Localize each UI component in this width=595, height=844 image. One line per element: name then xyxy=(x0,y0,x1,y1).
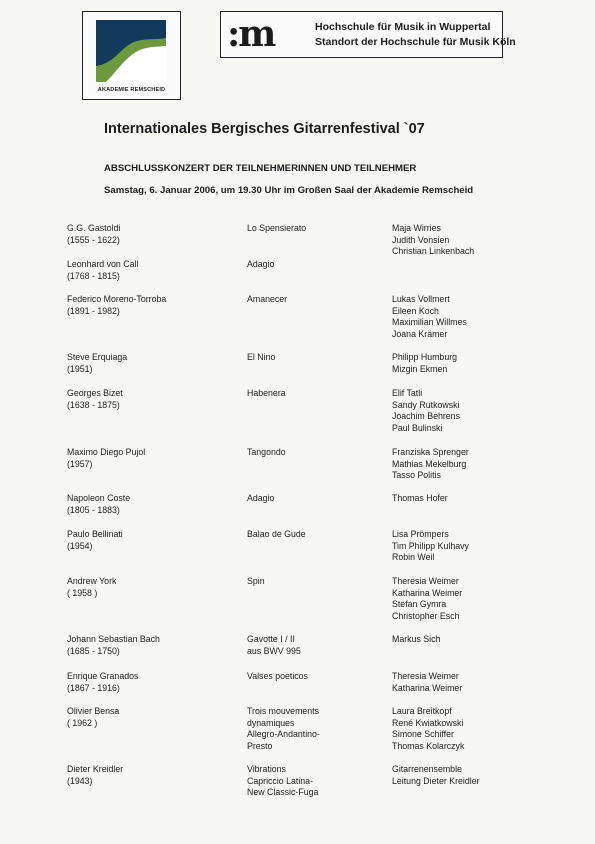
composer-name: Napoleon Coste xyxy=(67,493,131,503)
performer-name: Joachim Behrens xyxy=(392,411,460,422)
piece-cell xyxy=(247,529,306,541)
performers-cell xyxy=(392,576,462,623)
composer-name: Enrique Granados xyxy=(67,671,139,681)
composer-cell xyxy=(67,259,138,282)
performer-name: Christian Linkenbach xyxy=(392,246,475,257)
performer-name: Laura Breitkopf xyxy=(392,706,452,716)
piece-title-line: Capriccio Latina- xyxy=(247,775,314,786)
performers-cell xyxy=(392,447,469,482)
piece-title-line: El Nino xyxy=(247,352,276,362)
performer-name: Simone Schiffer xyxy=(392,729,454,740)
performer-name: Maximilian Willmes xyxy=(392,317,467,328)
composer-dates: (1957) xyxy=(67,458,93,469)
composer-dates: ( 1958 ) xyxy=(67,587,98,598)
performers-cell xyxy=(392,223,474,258)
performers-cell xyxy=(392,529,469,564)
performer-name: Thomas Hofer xyxy=(392,493,448,503)
performer-name: Christopher Esch xyxy=(392,611,460,622)
performer-name: Katharina Weimer xyxy=(392,587,463,598)
performer-name: Sandy Rutkowski xyxy=(392,399,460,410)
concert-subtitle: ABSCHLUSSKONZERT DER TEILNEHMERINNEN UND TEILNEHMER xyxy=(104,163,417,174)
piece-title-line: Lo Spensierato xyxy=(247,223,307,233)
performer-name: Markus Sich xyxy=(392,634,441,644)
composer-dates: (1867 - 1916) xyxy=(67,682,120,693)
piece-title-line: Adagio xyxy=(247,493,275,503)
composer-name: Andrew York xyxy=(67,576,117,586)
piece-cell xyxy=(247,706,320,753)
akademie-logo-text: AKADEMIE REMSCHEID xyxy=(97,87,166,93)
performer-name: Eileen Koch xyxy=(392,305,439,316)
performer-name: Lukas Vollmert xyxy=(392,294,450,304)
piece-cell xyxy=(247,493,274,505)
piece-title-line: Valses poeticos xyxy=(247,671,308,681)
performers-cell xyxy=(392,634,440,646)
performer-name: Elif Tatli xyxy=(392,388,423,398)
composer-dates: (1954) xyxy=(67,540,93,551)
hochschule-logo-line1: Hochschule für Musik in Wuppertal xyxy=(315,21,491,33)
composer-cell xyxy=(67,493,130,516)
performer-name: Thomas Kolarczyk xyxy=(392,741,465,752)
composer-dates: (1638 - 1875) xyxy=(67,399,120,410)
composer-name: Dieter Kreidler xyxy=(67,764,124,774)
piece-cell xyxy=(247,447,286,459)
piece-title-line: Presto xyxy=(247,741,273,752)
composer-cell xyxy=(67,447,145,470)
composer-dates: (1555 - 1622) xyxy=(67,234,120,245)
performer-name: Katharina Weimer xyxy=(392,682,463,693)
composer-dates: (1685 - 1750) xyxy=(67,645,120,656)
piece-title-line: Amanecer xyxy=(247,294,288,304)
piece-title-line: Vibrations xyxy=(247,764,286,774)
piece-cell xyxy=(247,388,286,400)
performer-name: Maja Wirries xyxy=(392,223,441,233)
performer-name: Judith Vonsien xyxy=(392,234,450,245)
piece-title-line: Spin xyxy=(247,576,265,586)
composer-dates: (1768 - 1815) xyxy=(67,270,120,281)
performers-cell xyxy=(392,671,462,694)
composer-cell xyxy=(67,529,123,552)
performer-name: Theresia Weimer xyxy=(392,576,459,586)
composer-cell xyxy=(67,388,123,411)
piece-title-line: Habenera xyxy=(247,388,286,398)
concert-dateline: Samstag, 6. Januar 2006, um 19.30 Uhr im Großen Saal der Akademie Remscheid xyxy=(104,185,474,196)
piece-title-line: Tangondo xyxy=(247,447,286,457)
piece-cell xyxy=(247,223,306,235)
composer-name: Steve Erquiaga xyxy=(67,352,128,362)
piece-title-line: dynamiques xyxy=(247,717,295,728)
composer-cell xyxy=(67,576,116,599)
composer-cell xyxy=(67,764,123,787)
performer-name: Stefan Gymra xyxy=(392,599,447,610)
performers-cell xyxy=(392,294,467,341)
performer-name: Gitarrenensemble xyxy=(392,764,462,774)
piece-title-line: Gavotte I / II xyxy=(247,634,295,644)
performer-name: Robin Weil xyxy=(392,552,435,563)
composer-name: G.G. Gastoldi xyxy=(67,223,121,233)
performer-name: Theresia Weimer xyxy=(392,671,459,681)
piece-cell xyxy=(247,259,274,271)
page-title: Internationales Bergisches Gitarrenfestival `07 xyxy=(104,121,425,137)
piece-title-line: Allegro-Andantino- xyxy=(247,729,320,740)
performer-name: Tasso Politis xyxy=(392,470,441,481)
composer-name: Federico Moreno-Torroba xyxy=(67,294,167,304)
hochschule-logo-line2: Standort der Hochschule für Musik Köln xyxy=(315,36,516,48)
composer-cell xyxy=(67,294,166,317)
composer-name: Georges Bizet xyxy=(67,388,123,398)
performer-name: Paul Bulinski xyxy=(392,423,443,434)
composer-cell xyxy=(67,223,120,246)
composer-name: Maximo Diego Pujol xyxy=(67,447,146,457)
performers-cell xyxy=(392,706,464,753)
composer-cell xyxy=(67,352,127,375)
performers-cell xyxy=(392,352,457,375)
performer-name: Leitung Dieter Kreidler xyxy=(392,775,480,786)
composer-dates: ( 1962 ) xyxy=(67,717,98,728)
composer-dates: (1943) xyxy=(67,775,93,786)
performers-cell xyxy=(392,388,460,435)
performer-name: René Kwiatkowski xyxy=(392,717,464,728)
piece-title-line: New Classic-Fuga xyxy=(247,787,319,798)
performers-cell xyxy=(392,764,480,787)
composer-dates: (1951) xyxy=(67,363,93,374)
piece-title-line: Trois mouvements xyxy=(247,706,320,716)
piece-cell xyxy=(247,294,287,306)
piece-title-line: aus BWV 995 xyxy=(247,645,301,656)
performer-name: Mathias Mekelburg xyxy=(392,458,467,469)
piece-cell xyxy=(247,576,265,588)
performer-name: Joana Krämer xyxy=(392,329,448,340)
performer-name: Tim Philipp Kulhavy xyxy=(392,540,469,551)
composer-name: Johann Sebastian Bach xyxy=(67,634,160,644)
piece-cell xyxy=(247,671,308,683)
piece-cell xyxy=(247,352,275,364)
performer-name: Philipp Humburg xyxy=(392,352,458,362)
performer-name: Franziska Sprenger xyxy=(392,447,469,457)
hochschule-logo-mark: :m xyxy=(227,13,275,55)
piece-cell xyxy=(247,764,318,799)
performers-cell xyxy=(392,493,448,505)
composer-dates: (1805 - 1883) xyxy=(67,504,120,515)
piece-title-line: Balao de Gude xyxy=(247,529,306,539)
composer-cell xyxy=(67,671,138,694)
performer-name: Lisa Prömpers xyxy=(392,529,449,539)
composer-dates: (1891 - 1982) xyxy=(67,305,120,316)
piece-title-line: Adagio xyxy=(247,259,275,269)
composer-cell xyxy=(67,706,119,729)
performer-name: Mizgin Ekmen xyxy=(392,363,448,374)
composer-name: Olivier Bensa xyxy=(67,706,120,716)
composer-name: Paulo Bellinati xyxy=(67,529,123,539)
composer-cell xyxy=(67,634,160,657)
composer-name: Leonhard von Call xyxy=(67,259,139,269)
piece-cell xyxy=(247,634,301,657)
